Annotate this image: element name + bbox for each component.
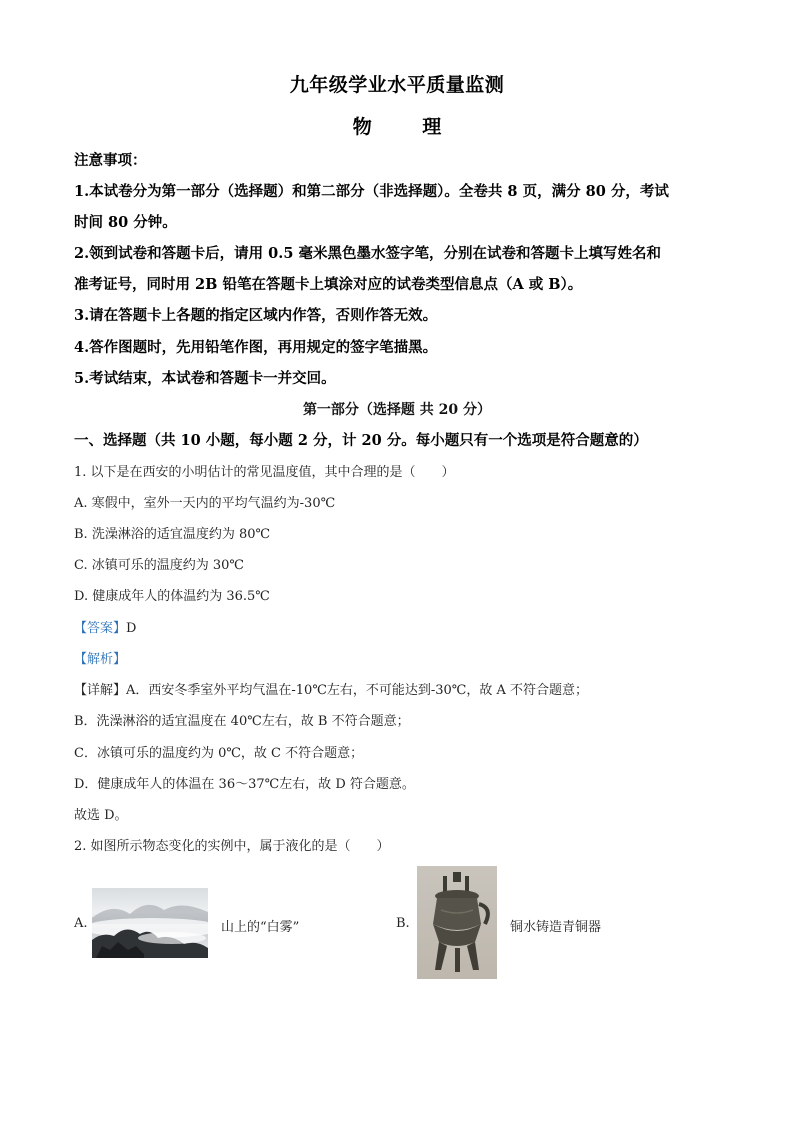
part-heading: 第一部分（选择题 共 20 分） — [302, 402, 492, 418]
subject-title: 物 理 — [352, 116, 464, 138]
note-line-6: 4.答作图题时，先用铅笔作图，再用规定的签字笔描黑。 — [74, 339, 438, 356]
answer-tag: 【答案】 — [74, 621, 127, 636]
answer-value: D — [126, 621, 137, 636]
bronze-vessel-image — [417, 866, 497, 979]
q2-option-b-caption: 铜水铸造青铜器 — [510, 920, 602, 935]
bronze-vessel-icon — [417, 866, 497, 979]
q1-stem: 1. 以下是在西安的小明估计的常见温度值，其中合理的是（ ） — [74, 465, 455, 480]
analysis-tag: 【解析】 — [74, 652, 127, 667]
q1-detail-3: C．冰镇可乐的温度约为 0℃，故 C 不符合题意； — [74, 746, 364, 761]
q1-detail-1: 【详解】A．西安冬季室外平均气温在-10℃左右，不可能达到-30℃，故 A 不符合题意； — [74, 683, 588, 698]
note-line-4: 准考证号，同时用 2B 铅笔在答题卡上填涂对应的试卷类型信息点（A 或 B）。 — [74, 276, 583, 293]
q1-detail-4: D．健康成年人的体温在 36～37℃左右，故 D 符合题意。 — [74, 777, 415, 792]
q2-option-a-caption: 山上的“白雾” — [221, 920, 300, 935]
exam-title: 九年级学业水平质量监测 — [289, 74, 505, 96]
q1-option-d: D. 健康成年人的体温约为 36.5℃ — [74, 589, 270, 604]
q2-stem: 2. 如图所示物态变化的实例中，属于液化的是（ ） — [74, 839, 390, 854]
notes-heading: 注意事项： — [74, 152, 147, 169]
q1-option-a: A. 寒假中，室外一天内的平均气温约为-30℃ — [74, 496, 336, 511]
q1-answer-line — [74, 619, 724, 639]
q2-option-a-letter: A. — [74, 916, 88, 931]
q1-option-b: B. 洗澡淋浴的适宜温度约为 80℃ — [74, 527, 271, 542]
q1-detail-2: B．洗澡淋浴的适宜温度在 40℃左右，故 B 不符合题意； — [74, 714, 410, 729]
note-line-1: 1.本试卷分为第一部分（选择题）和第二部分（非选择题）。全卷共 8 页，满分 80 分，考试 — [74, 183, 669, 200]
misty-mountain-icon — [92, 888, 208, 958]
section-heading: 一、选择题（共 10 小题，每小题 2 分，计 20 分。每小题只有一个选项是符合题意的） — [74, 432, 648, 449]
q1-detail-5: 故选 D。 — [74, 808, 128, 823]
q1-option-c: C. 冰镇可乐的温度约为 30℃ — [74, 558, 244, 573]
note-line-7: 5.考试结束，本试卷和答题卡一并交回。 — [74, 370, 336, 387]
misty-mountain-image — [92, 888, 208, 958]
q2-option-b-letter: B. — [396, 916, 410, 931]
q1-analysis-line — [74, 650, 724, 670]
note-line-3: 2.领到试卷和答题卡后，请用 0.5 毫米黑色墨水签字笔，分别在试卷和答题卡上填写姓名和 — [74, 245, 661, 262]
note-line-2: 时间 80 分钟。 — [74, 214, 177, 231]
note-line-5: 3.请在答题卡上各题的指定区域内作答，否则作答无效。 — [74, 307, 438, 324]
